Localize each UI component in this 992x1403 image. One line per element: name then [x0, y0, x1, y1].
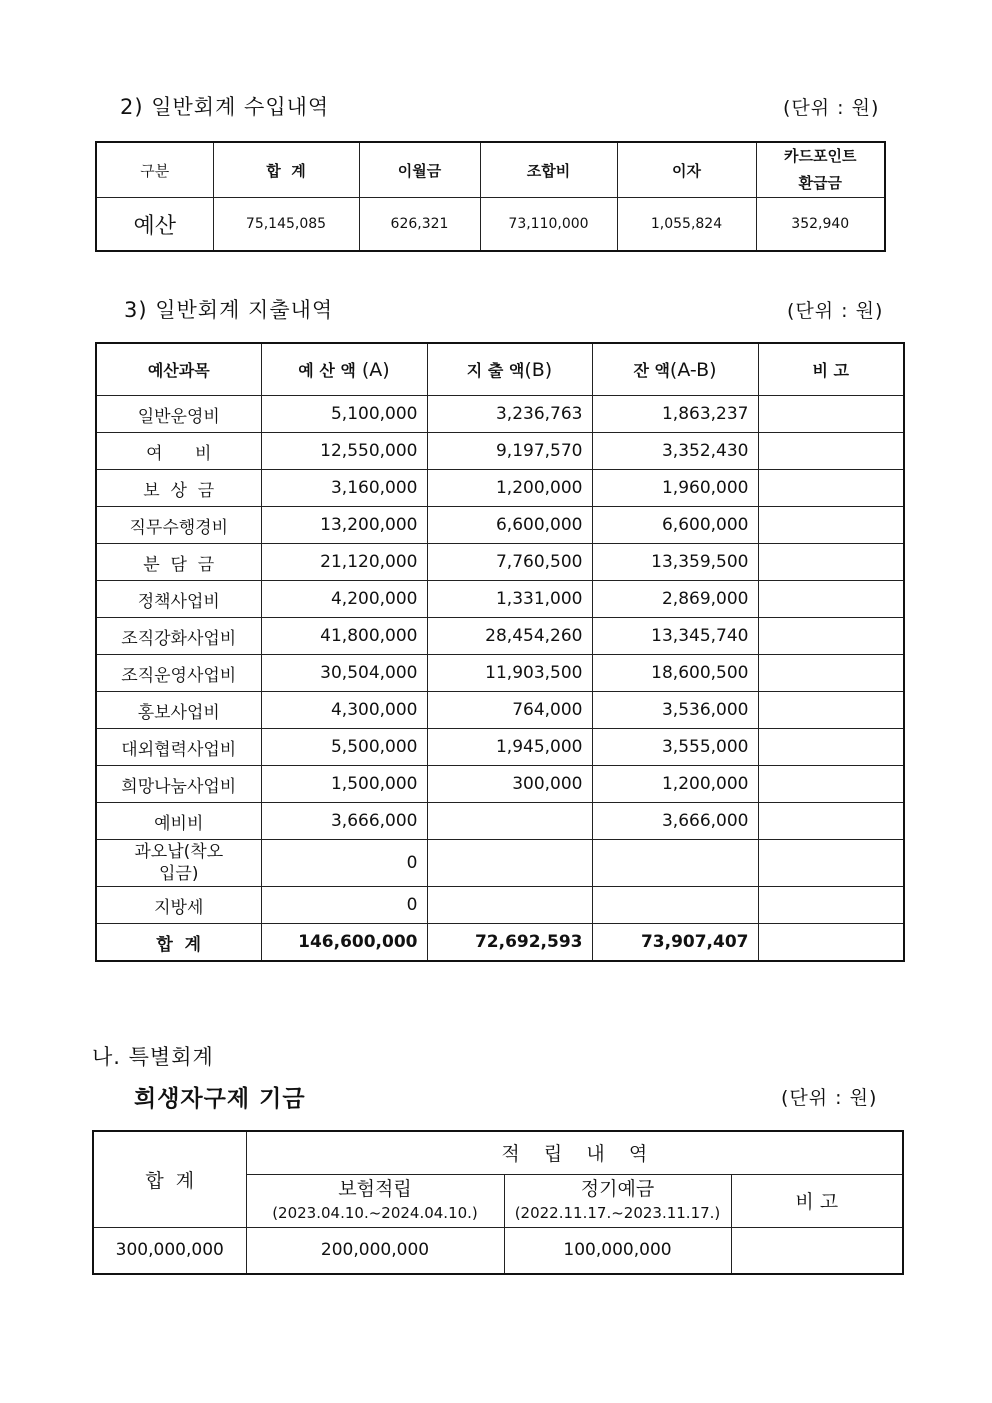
expense-total-label: 합 계 [96, 924, 261, 962]
special-remarks-header: 비 고 [731, 1174, 903, 1227]
income-header-row [96, 142, 885, 198]
income-header-card-line1: 카드포인트 [784, 147, 857, 165]
expense-balance: 2,869,000 [592, 581, 758, 618]
expense-budget: 41,800,000 [261, 618, 427, 655]
expense-budget: 3,666,000 [261, 803, 427, 840]
income-table [95, 141, 886, 252]
income-header-category: 구분 [96, 142, 213, 198]
special-insurance-header [246, 1174, 504, 1227]
expense-spent: 300,000 [427, 766, 592, 803]
expense-budget: 13,200,000 [261, 507, 427, 544]
expense-total-remarks [758, 924, 904, 962]
expense-spent: 1,200,000 [427, 470, 592, 507]
income-header-dues: 조합비 [480, 142, 617, 198]
special-insurance-value: 200,000,000 [246, 1227, 504, 1274]
expense-row [96, 433, 904, 470]
expense-header-budget-label: 예 산 액 [298, 361, 356, 380]
income-header-card-line2: 환급금 [798, 174, 842, 192]
special-deposit-header [504, 1174, 731, 1227]
expense-balance [592, 840, 758, 887]
expense-header-row [96, 343, 904, 396]
expense-row [96, 544, 904, 581]
expense-spent: 1,945,000 [427, 729, 592, 766]
expense-budget: 30,504,000 [261, 655, 427, 692]
expense-spent [427, 887, 592, 924]
special-deposit-period: (2022.11.17.~2023.11.17.) [514, 1203, 721, 1222]
income-card-refund-value: 352,940 [756, 198, 885, 252]
expense-budget: 5,100,000 [261, 396, 427, 433]
expense-row [96, 803, 904, 840]
expense-remarks [758, 729, 904, 766]
expense-spent: 28,454,260 [427, 618, 592, 655]
income-interest-value: 1,055,824 [617, 198, 756, 252]
special-deposit-value: 100,000,000 [504, 1227, 731, 1274]
expense-spent: 11,903,500 [427, 655, 592, 692]
expense-remarks [758, 433, 904, 470]
expense-item: 지방세 [96, 887, 261, 924]
expense-row [96, 470, 904, 507]
expense-header-item [96, 343, 261, 396]
expense-item: 홍보사업비 [96, 692, 261, 729]
expense-table [95, 342, 905, 962]
expense-item: 희망나눔사업비 [96, 766, 261, 803]
expense-header-remarks [758, 343, 904, 396]
expense-header-balance [592, 343, 758, 396]
expense-spent: 7,760,500 [427, 544, 592, 581]
expense-budget: 0 [261, 887, 427, 924]
expense-remarks [758, 887, 904, 924]
expense-budget: 0 [261, 840, 427, 887]
expense-budget: 4,200,000 [261, 581, 427, 618]
expense-item: 조직운영사업비 [96, 655, 261, 692]
income-header-carryover: 이월금 [359, 142, 480, 198]
expense-item: 여 비 [96, 433, 261, 470]
expense-balance: 3,352,430 [592, 433, 758, 470]
expense-remarks [758, 840, 904, 887]
expense-item: 일반운영비 [96, 396, 261, 433]
income-total-value: 75,145,085 [213, 198, 359, 252]
expense-remarks [758, 655, 904, 692]
expense-spent: 1,331,000 [427, 581, 592, 618]
expense-header-spent [427, 343, 592, 396]
expense-remarks [758, 618, 904, 655]
expense-spent: 6,600,000 [427, 507, 592, 544]
expense-heading: 3) 일반회계 지출내역 [124, 298, 334, 322]
expense-unit: (단위 : 원) [787, 300, 884, 322]
expense-header-balance-label: 잔 액 [633, 361, 670, 380]
expense-balance: 3,536,000 [592, 692, 758, 729]
income-dues-value: 73,110,000 [480, 198, 617, 252]
special-insurance-name: 보험적립 [338, 1177, 412, 1200]
expense-balance: 3,555,000 [592, 729, 758, 766]
expense-header-item-label: 예산과목 [147, 361, 210, 380]
special-unit: (단위 : 원) [781, 1087, 878, 1109]
income-header-interest: 이자 [617, 142, 756, 198]
income-unit: (단위 : 원) [783, 97, 880, 119]
expense-spent [427, 803, 592, 840]
expense-row [96, 618, 904, 655]
special-insurance-period: (2023.04.10.~2024.04.10.) [272, 1203, 478, 1222]
expense-row [96, 396, 904, 433]
expense-total-spent: 72,692,593 [427, 924, 592, 962]
income-budget-row [96, 198, 885, 252]
expense-remarks [758, 544, 904, 581]
special-remarks-value [731, 1227, 903, 1274]
expense-remarks [758, 581, 904, 618]
expense-balance: 1,200,000 [592, 766, 758, 803]
expense-item: 과오납(착오 입금) [96, 840, 261, 887]
expense-total-balance: 73,907,407 [592, 924, 758, 962]
expense-spent: 764,000 [427, 692, 592, 729]
expense-total-row [96, 924, 904, 962]
expense-balance: 18,600,500 [592, 655, 758, 692]
expense-budget: 5,500,000 [261, 729, 427, 766]
expense-budget: 21,120,000 [261, 544, 427, 581]
expense-remarks [758, 470, 904, 507]
expense-budget: 12,550,000 [261, 433, 427, 470]
expense-row [96, 692, 904, 729]
expense-row [96, 507, 904, 544]
expense-balance: 1,863,237 [592, 396, 758, 433]
expense-item: 조직강화사업비 [96, 618, 261, 655]
expense-header-spent-label: 지 출 액 [466, 361, 525, 380]
special-group-row [93, 1131, 903, 1174]
expense-spent: 3,236,763 [427, 396, 592, 433]
expense-header-budget-mark: (A) [355, 359, 390, 381]
expense-balance: 13,359,500 [592, 544, 758, 581]
expense-row [96, 840, 904, 887]
expense-item: 예비비 [96, 803, 261, 840]
expense-remarks [758, 507, 904, 544]
income-carryover-value: 626,321 [359, 198, 480, 252]
special-total-value: 300,000,000 [93, 1227, 246, 1274]
expense-row [96, 581, 904, 618]
expense-header-spent-mark: (B) [524, 359, 553, 381]
expense-header-balance-mark: (A-B) [669, 359, 717, 381]
expense-row [96, 729, 904, 766]
special-heading: 희생자구제 기금 [134, 1086, 306, 1112]
expense-balance: 13,345,740 [592, 618, 758, 655]
expense-header-budget [261, 343, 427, 396]
expense-header-remarks-label: 비 고 [812, 361, 849, 380]
income-header-card-refund [756, 142, 885, 198]
special-section-title: 나. 특별회계 [92, 1045, 214, 1069]
expense-remarks [758, 692, 904, 729]
special-table [92, 1130, 904, 1275]
expense-balance: 3,666,000 [592, 803, 758, 840]
income-header-total: 합 계 [213, 142, 359, 198]
expense-item: 정책사업비 [96, 581, 261, 618]
special-deposit-name: 정기예금 [580, 1177, 655, 1200]
income-heading: 2) 일반회계 수입내역 [120, 95, 330, 119]
expense-balance: 1,960,000 [592, 470, 758, 507]
expense-budget: 4,300,000 [261, 692, 427, 729]
expense-item: 보 상 금 [96, 470, 261, 507]
expense-total-budget: 146,600,000 [261, 924, 427, 962]
expense-row [96, 766, 904, 803]
special-total-label: 합 계 [93, 1131, 246, 1227]
special-value-row [93, 1227, 903, 1274]
special-group-label: 적 립 내 역 [246, 1131, 903, 1174]
expense-item: 대외협력사업비 [96, 729, 261, 766]
expense-balance [592, 887, 758, 924]
expense-body [96, 396, 904, 924]
expense-budget: 1,500,000 [261, 766, 427, 803]
expense-spent: 9,197,570 [427, 433, 592, 470]
expense-remarks [758, 396, 904, 433]
expense-item: 직무수행경비 [96, 507, 261, 544]
income-row-label: 예산 [96, 198, 213, 252]
expense-remarks [758, 766, 904, 803]
expense-row [96, 887, 904, 924]
expense-spent [427, 840, 592, 887]
expense-balance: 6,600,000 [592, 507, 758, 544]
expense-remarks [758, 803, 904, 840]
expense-row [96, 655, 904, 692]
expense-budget: 3,160,000 [261, 470, 427, 507]
expense-item: 분 담 금 [96, 544, 261, 581]
